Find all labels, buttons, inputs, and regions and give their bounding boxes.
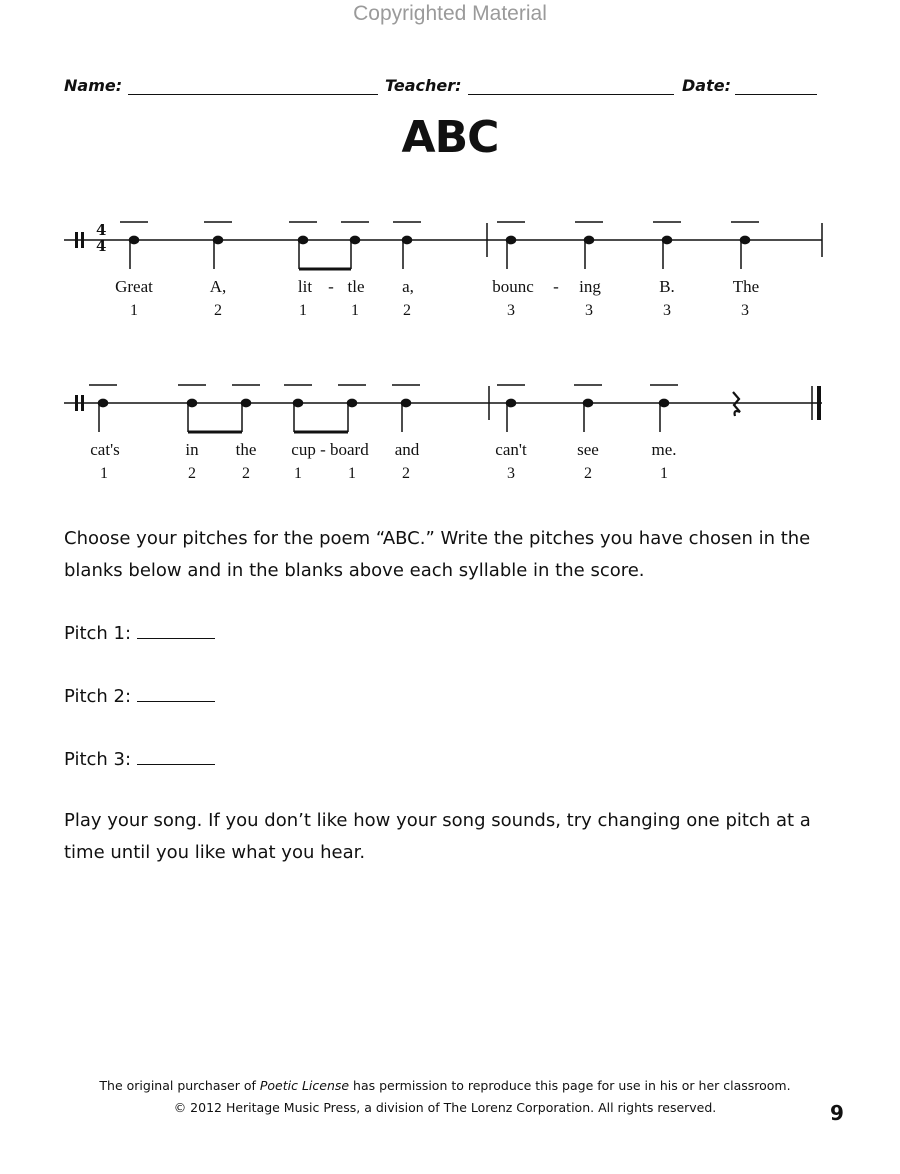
pitch-label: Pitch 2: (64, 686, 132, 707)
lyric: and (394, 440, 420, 459)
instructions-text: Choose your pitches for the poem “ABC.” Write the pitches you have chosen in the blanks below and in the blanks above each syllable in the score. (64, 528, 811, 581)
page-number: 9 (830, 1101, 844, 1125)
pitch-number: 3 (585, 302, 593, 319)
pitch-number: 1 (348, 465, 356, 482)
pitch-number: 2 (402, 465, 410, 482)
percussion-clef (75, 232, 78, 248)
lyric: bounc (492, 277, 534, 296)
pitch-number: 2 (214, 302, 222, 319)
lyric: The (732, 277, 760, 296)
copyright-watermark: Copyrighted Material (353, 2, 547, 25)
quarter-rest (733, 392, 740, 416)
pitch-blank (137, 748, 215, 765)
student-info-header (64, 76, 824, 100)
time-signature-bottom: 4 (96, 237, 107, 255)
pitch-number: 1 (660, 465, 668, 482)
percussion-clef (75, 395, 78, 411)
lyric: lit (297, 277, 313, 296)
name-label: Name: (64, 76, 123, 95)
pitch-number: 2 (242, 465, 250, 482)
lyric: ing (579, 277, 601, 296)
pitch-label: Pitch 3: (64, 749, 132, 770)
lyric: A, (209, 277, 227, 296)
footer-text: The original purchaser of (99, 1078, 260, 1093)
pitch-number: 2 (188, 465, 196, 482)
name-blank (128, 94, 378, 95)
lyric: can't (495, 440, 527, 459)
lyric-hyphen: - (328, 277, 334, 296)
score-line-1 (0, 205, 900, 325)
pitch-number: 2 (403, 302, 411, 319)
lyric: the (235, 440, 257, 459)
notes (99, 399, 669, 432)
pitch-1-field (64, 622, 215, 644)
pitch-number: 3 (663, 302, 671, 319)
lyric: Great (115, 277, 153, 296)
lyric: in (185, 440, 199, 459)
teacher-blank (468, 94, 674, 95)
teacher-label: Teacher: (385, 76, 462, 95)
pitch-number: 1 (299, 302, 307, 319)
notes (130, 236, 750, 269)
lyric-hyphen: - (553, 277, 559, 296)
footer-copyright: © 2012 Heritage Music Press, a division of The Lorenz Corporation. All rights reserved. (173, 1100, 717, 1115)
pitch-number: 1 (100, 465, 108, 482)
pitch-number: 1 (130, 302, 138, 319)
page-title: ABC (401, 112, 499, 163)
lyric: cat's (90, 440, 120, 459)
lyric: me. (651, 440, 677, 459)
pitch-2-field (64, 685, 215, 707)
pitch-number: 1 (351, 302, 359, 319)
pitch-number: 3 (741, 302, 749, 319)
pitch-number: 2 (584, 465, 592, 482)
lyric: a, (402, 277, 414, 296)
footer-text: has permission to reproduce this page for use in his or her classroom. (349, 1078, 791, 1093)
lyric: tle (347, 277, 365, 296)
lyric: cup - board (291, 440, 369, 459)
footer-permission (0, 1078, 890, 1093)
score-line-2 (0, 368, 900, 488)
pitch-3-field (64, 748, 215, 770)
book-title: Poetic License (259, 1078, 350, 1093)
time-signature-top: 4 (96, 221, 107, 239)
date-blank (735, 94, 817, 95)
pitch-number: 3 (507, 465, 515, 482)
date-label: Date: (682, 76, 731, 95)
pitch-blank (137, 622, 215, 639)
pitch-label: Pitch 1: (64, 623, 132, 644)
pitch-number: 3 (507, 302, 515, 319)
pitch-blank (137, 685, 215, 702)
lyric: see (577, 440, 599, 459)
lyric: B. (659, 277, 675, 296)
pitch-number: 1 (294, 465, 302, 482)
play-instructions: Play your song. If you don’t like how your song sounds, try changing one pitch at a time until you like what you hear. (64, 810, 811, 863)
